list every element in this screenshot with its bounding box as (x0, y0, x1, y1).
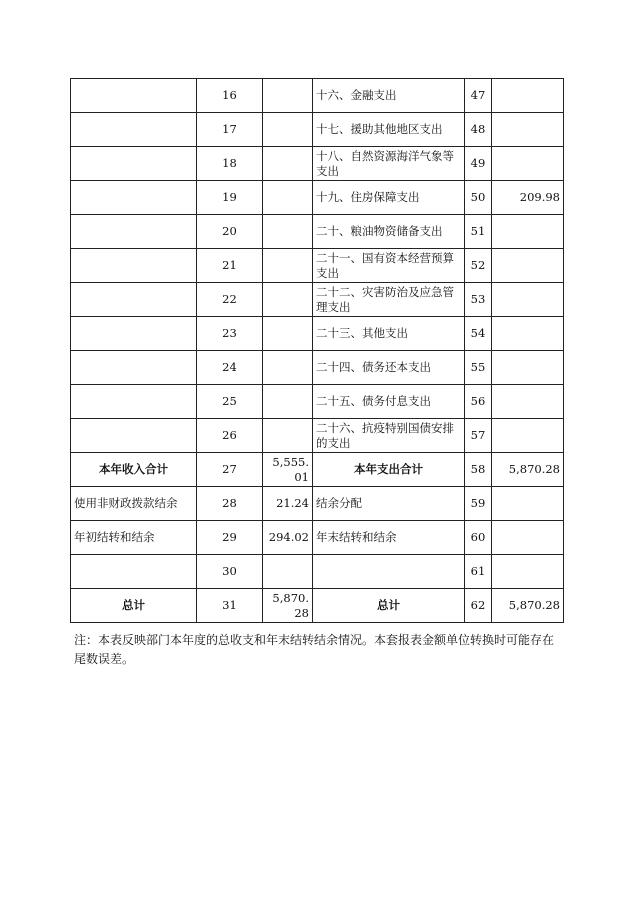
income-line-no-cell: 16 (197, 79, 263, 113)
income-line-no-cell: 31 (197, 589, 263, 623)
expense-amount-cell (492, 521, 564, 555)
income-label-cell (71, 147, 197, 181)
expense-line-no-cell: 50 (465, 181, 492, 215)
expense-label-cell: 二十五、债务付息支出 (313, 385, 465, 419)
income-label-cell: 使用非财政拨款结余 (71, 487, 197, 521)
expense-label-cell: 二十、粮油物资储备支出 (313, 215, 465, 249)
income-line-no-cell: 30 (197, 555, 263, 589)
income-line-no-cell: 27 (197, 453, 263, 487)
expense-line-no-cell: 49 (465, 147, 492, 181)
income-amount-cell: 294.02 (263, 521, 313, 555)
table-row (71, 79, 564, 113)
income-label-cell (71, 317, 197, 351)
income-amount-cell (263, 283, 313, 317)
expense-amount-cell (492, 249, 564, 283)
income-line-no-cell: 28 (197, 487, 263, 521)
expense-line-no-cell: 60 (465, 521, 492, 555)
income-amount-cell: 21.24 (263, 487, 313, 521)
income-label-cell (71, 555, 197, 589)
income-amount-cell (263, 351, 313, 385)
income-amount-cell (263, 215, 313, 249)
expense-line-no-cell: 53 (465, 283, 492, 317)
income-amount-cell (263, 555, 313, 589)
expense-line-no-cell: 48 (465, 113, 492, 147)
income-label-cell: 本年收入合计 (71, 453, 197, 487)
income-label-cell: 年初结转和结余 (71, 521, 197, 555)
expense-amount-cell: 5,870.28 (492, 453, 564, 487)
expense-label-cell: 结余分配 (313, 487, 465, 521)
income-amount-cell (263, 79, 313, 113)
expense-label-cell: 十六、金融支出 (313, 79, 465, 113)
income-label-cell (71, 79, 197, 113)
table-body (71, 79, 564, 623)
table-row (71, 317, 564, 351)
table-row (71, 521, 564, 555)
expense-amount-cell (492, 487, 564, 521)
income-label-cell (71, 283, 197, 317)
expense-amount-cell (492, 147, 564, 181)
expense-label-cell: 二十一、国有资本经营预算支出 (313, 249, 465, 283)
income-line-no-cell: 18 (197, 147, 263, 181)
footnote: 注：本表反映部门本年度的总收支和年末结转结余情况。本套报表金额单位转换时可能存在尾数误差。 (74, 633, 555, 666)
income-amount-cell (263, 147, 313, 181)
table-row (71, 113, 564, 147)
expense-amount-cell (492, 215, 564, 249)
expense-label-cell: 本年支出合计 (313, 453, 465, 487)
income-amount-cell (263, 385, 313, 419)
income-amount-cell: 5,555.01 (263, 453, 313, 487)
expense-label-cell: 十七、援助其他地区支出 (313, 113, 465, 147)
expense-line-no-cell: 51 (465, 215, 492, 249)
table-row (71, 385, 564, 419)
income-label-cell (71, 215, 197, 249)
income-line-no-cell: 20 (197, 215, 263, 249)
table-row (71, 147, 564, 181)
expense-line-no-cell: 59 (465, 487, 492, 521)
table-row (71, 351, 564, 385)
expense-label-cell: 二十三、其他支出 (313, 317, 465, 351)
expense-line-no-cell: 62 (465, 589, 492, 623)
expense-amount-cell (492, 385, 564, 419)
expense-label-cell: 年末结转和结余 (313, 521, 465, 555)
expense-line-no-cell: 54 (465, 317, 492, 351)
income-amount-cell (263, 249, 313, 283)
expense-amount-cell (492, 351, 564, 385)
income-line-no-cell: 17 (197, 113, 263, 147)
table-row (71, 181, 564, 215)
income-amount-cell (263, 419, 313, 453)
income-label-cell (71, 113, 197, 147)
expense-label-cell: 二十四、债务还本支出 (313, 351, 465, 385)
income-amount-cell (263, 113, 313, 147)
expense-amount-cell: 5,870.28 (492, 589, 564, 623)
income-line-no-cell: 21 (197, 249, 263, 283)
expense-amount-cell (492, 79, 564, 113)
income-label-cell (71, 385, 197, 419)
income-label-cell (71, 249, 197, 283)
income-line-no-cell: 26 (197, 419, 263, 453)
expense-amount-cell (492, 419, 564, 453)
income-line-no-cell: 23 (197, 317, 263, 351)
income-amount-cell (263, 181, 313, 215)
table-row (71, 249, 564, 283)
income-label-cell (71, 419, 197, 453)
expense-amount-cell (492, 317, 564, 351)
table-row (71, 487, 564, 521)
income-line-no-cell: 29 (197, 521, 263, 555)
table-row (71, 283, 564, 317)
expense-amount-cell (492, 113, 564, 147)
income-line-no-cell: 25 (197, 385, 263, 419)
income-amount-cell (263, 317, 313, 351)
expense-amount-cell (492, 555, 564, 589)
subtotal-row (71, 453, 564, 487)
expense-label-cell: 二十六、抗疫特别国债安排的支出 (313, 419, 465, 453)
expense-label-cell: 总计 (313, 589, 465, 623)
expense-amount-cell (492, 283, 564, 317)
expense-label-cell: 十八、自然资源海洋气象等支出 (313, 147, 465, 181)
expense-label-cell (313, 555, 465, 589)
income-label-cell (71, 181, 197, 215)
expense-label-cell: 十九、住房保障支出 (313, 181, 465, 215)
expense-line-no-cell: 61 (465, 555, 492, 589)
income-label-cell: 总计 (71, 589, 197, 623)
budget-summary-table (70, 78, 564, 623)
expense-line-no-cell: 55 (465, 351, 492, 385)
expense-line-no-cell: 57 (465, 419, 492, 453)
expense-line-no-cell: 52 (465, 249, 492, 283)
income-label-cell (71, 351, 197, 385)
expense-line-no-cell: 56 (465, 385, 492, 419)
income-line-no-cell: 19 (197, 181, 263, 215)
expense-line-no-cell: 47 (465, 79, 492, 113)
income-line-no-cell: 24 (197, 351, 263, 385)
income-amount-cell: 5,870.28 (263, 589, 313, 623)
expense-amount-cell: 209.98 (492, 181, 564, 215)
total-row (71, 589, 564, 623)
income-line-no-cell: 22 (197, 283, 263, 317)
table-row (71, 555, 564, 589)
table-row (71, 215, 564, 249)
expense-line-no-cell: 58 (465, 453, 492, 487)
table-row (71, 419, 564, 453)
expense-label-cell: 二十二、灾害防治及应急管理支出 (313, 283, 465, 317)
